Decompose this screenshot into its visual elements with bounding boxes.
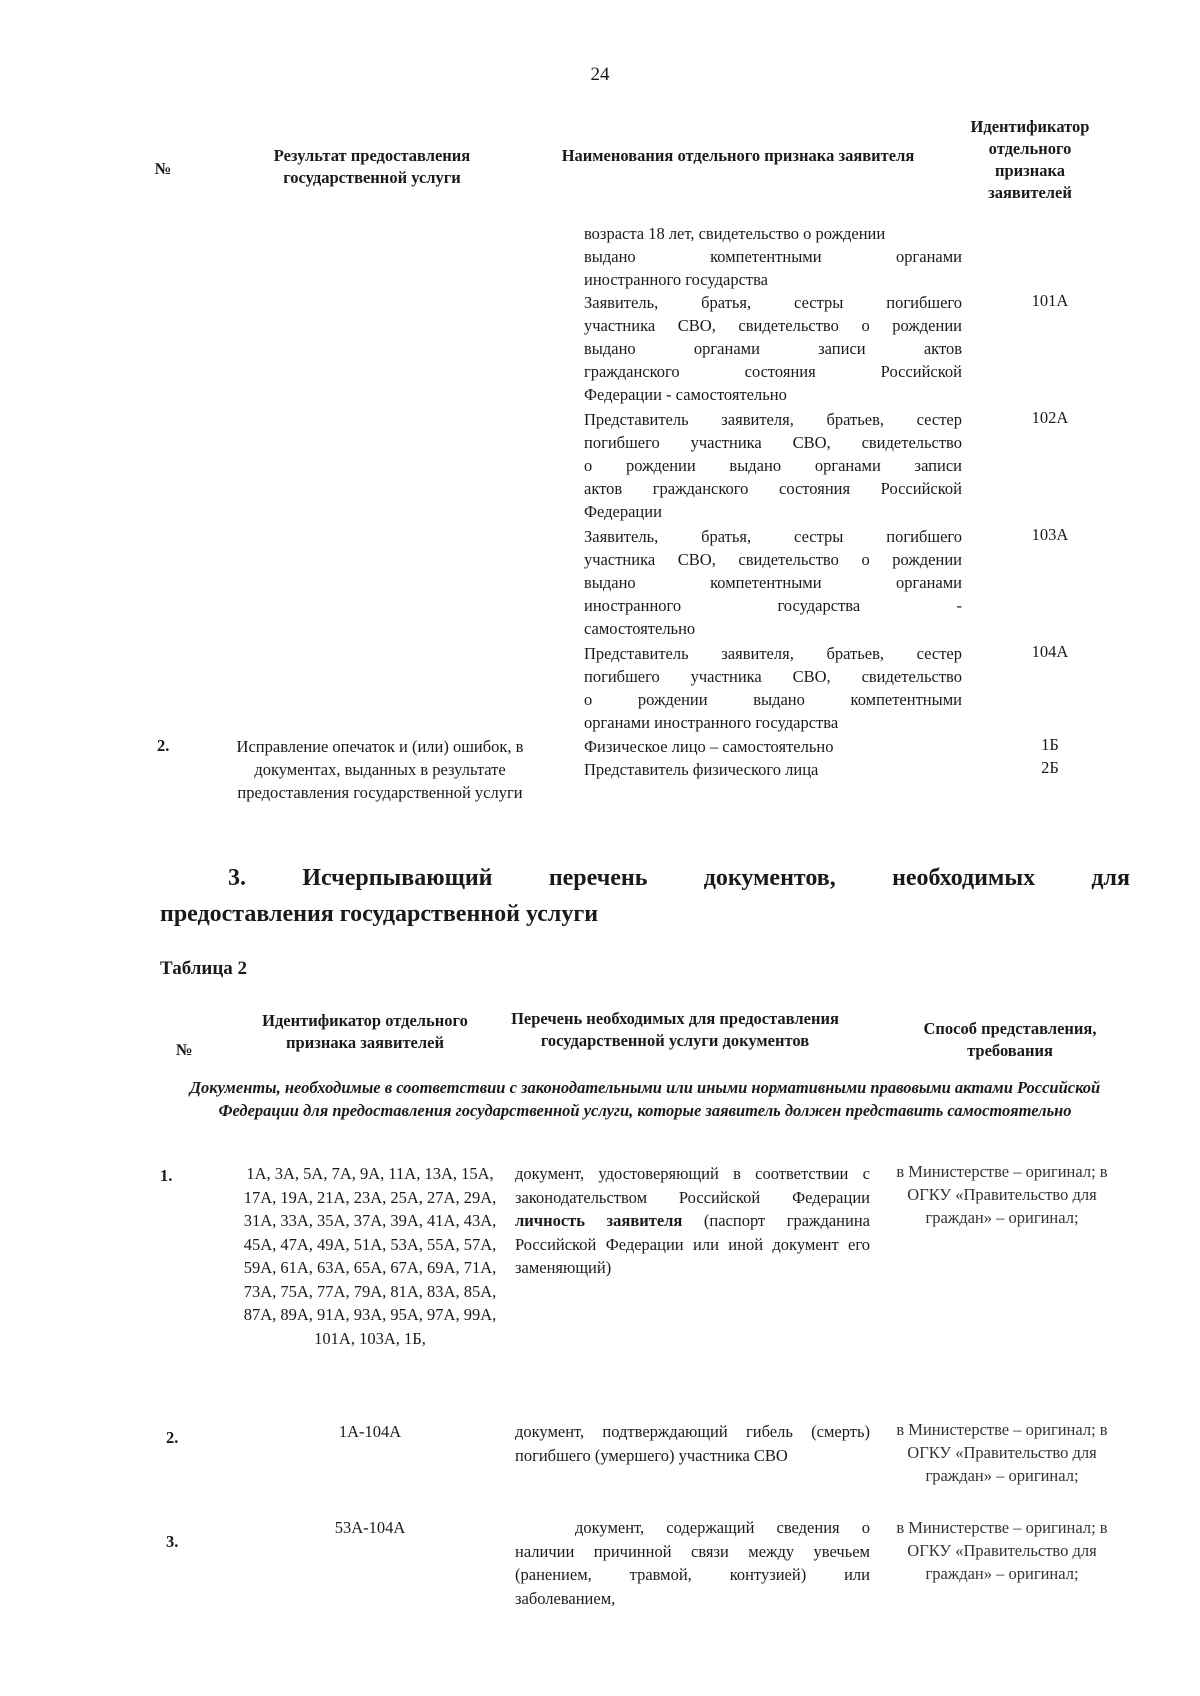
table2-row-ids: 1А-104А [338, 1422, 402, 1441]
row-line: о рождении выдано компетентными [584, 690, 962, 709]
table2-row-doc [515, 1162, 870, 1280]
section-number: 3. [228, 865, 246, 891]
section-heading [160, 860, 1130, 932]
table2-header-no: № [176, 1040, 193, 1059]
result-line: документах, выданных в результате [254, 760, 506, 779]
continuation-line: возраста 18 лет, свидетельство о рождении [584, 224, 886, 243]
table1-row-id: 104А [1031, 642, 1069, 661]
row-line: Представитель заявителя, братьев, сестер [584, 410, 962, 429]
section-heading-line1 [160, 860, 1130, 896]
row-line: Представитель заявителя, братьев, сестер [584, 644, 962, 663]
row-line: о рождении выдано органами записи [584, 456, 962, 475]
table1-row [584, 642, 962, 734]
table1-row2-item: Представитель физического лица [584, 760, 819, 779]
table1-row2-item-id: 1Б [1041, 735, 1059, 754]
continuation-line: выдано компетентными органами [584, 247, 962, 266]
row-line: участника СВО, свидетельство о рождении [584, 316, 962, 335]
table2-row-doc: документ, содержащий сведения о наличии причинной связи между увечьем (ранением, травмой, контузией) или заболеванием, [515, 1518, 870, 1608]
section-word: необходимых [892, 865, 1036, 891]
continuation-line: иностранного государства [584, 270, 769, 289]
result-line: предоставления государственной услуги [237, 783, 523, 802]
table2-header-list: Перечень необходимых для предоставления государственной услуги документов [511, 1009, 839, 1050]
table1-header-name: Наименования отдельного признака заявителя [561, 146, 915, 165]
row-line: Заявитель, братья, сестры погибшего [584, 293, 962, 312]
row-line: самостоятельно [584, 619, 696, 638]
result-line: Исправление опечаток и (или) ошибок, в [236, 737, 524, 756]
table2-row-doc: документ, подтверждающий гибель (смерть) погибшего (умершего) участника СВО [515, 1422, 870, 1465]
table1-row2-item-id: 2Б [1041, 758, 1059, 777]
row-line: гражданского состояния Российской [584, 362, 962, 381]
table1-row-id: 101А [1031, 291, 1069, 310]
table2-row-way: в Министерстве – оригинал; в ОГКУ «Правительство для граждан» – оригинал; [896, 1420, 1108, 1485]
table2-subheader: Документы, необходимые в соответствии с законодательными или иными нормативными правовыми актами Российской Федерации для предоставления государственной услуги, которые заявитель должен представить самостоятельно [189, 1078, 1101, 1120]
table1-header-result: Результат предоставления государственной услуги [273, 146, 471, 187]
row-line: Федерации [584, 502, 662, 521]
table2-row-number: 1. [160, 1166, 173, 1185]
table1-row2-result [200, 735, 560, 804]
row-line: Заявитель, братья, сестры погибшего [584, 527, 962, 546]
doc-text: документ, удостоверяющий в соответствии с законодательством Российской Федерации [515, 1164, 870, 1207]
table1-continuation [584, 222, 962, 291]
doc-text: (паспорт гражданина Российской Федерации или иной документ его заменяющий) [515, 1211, 870, 1277]
table1-row-id: 102А [1031, 408, 1069, 427]
section-word: документов, [703, 865, 836, 891]
table1-row [584, 525, 962, 640]
doc-bold-text: личность заявителя [515, 1211, 683, 1230]
table2-row-way: в Министерстве – оригинал; в ОГКУ «Правительство для граждан» – оригинал; [896, 1518, 1108, 1583]
row-line: погибшего участника СВО, свидетельство [584, 433, 962, 452]
row-line: выдано компетентными органами [584, 573, 962, 592]
table2-header-id: Идентификатор отдельного признака заявителей [262, 1011, 468, 1052]
section-word: для [1091, 865, 1130, 891]
table2-row-ids: 53А-104А [334, 1518, 406, 1537]
row-line: органами иностранного государства [584, 713, 839, 732]
table2-header-way: Способ представления, требования [923, 1019, 1097, 1060]
table1-header-no: № [154, 159, 172, 178]
row-line: актов гражданского состояния Российской [584, 479, 962, 498]
section-heading-line2: предоставления государственной услуги [160, 901, 599, 927]
table1-row2-number: 2. [157, 736, 170, 755]
table2-row-number: 2. [166, 1428, 179, 1447]
table2-row-ids: 1А, 3А, 5А, 7А, 9А, 11А, 13А, 15А, 17А, 19А, 21А, 23А, 25А, 27А, 29А, 31А, 33А, 35А, 37А, 39А, 41А, 43А, 45А, 47А, 49А, 51А, 53А, 55А, 57А, 59А, 61А, 63А, 65А, 67А, 69А, 71А, 73А, 75А, 77А, 79А, 81А, 83А, 85А, 87А, 89А, 91А, 93А, 95А, 97А, 99А, 101А, 103А, 1Б, [243, 1164, 497, 1348]
section-word: перечень [548, 865, 648, 891]
table1-row-id: 103А [1031, 525, 1069, 544]
table2-caption: Таблица 2 [160, 958, 248, 979]
table1-header-id: Идентификатор отдельного признака заявителей [970, 117, 1090, 202]
row-line: иностранного государства - [584, 596, 962, 615]
table1-row [584, 408, 962, 523]
row-line: участника СВО, свидетельство о рождении [584, 550, 962, 569]
row-line: погибшего участника СВО, свидетельство [584, 667, 962, 686]
row-line: Федерации - самостоятельно [584, 385, 787, 404]
table1-row [584, 291, 962, 406]
table1-row2-item: Физическое лицо – самостоятельно [584, 737, 834, 756]
table2-row-number: 3. [166, 1532, 179, 1551]
table2-row-way: в Министерстве – оригинал; в ОГКУ «Правительство для граждан» – оригинал; [896, 1162, 1108, 1227]
page-number: 24 [590, 64, 610, 85]
section-word: Исчерпывающий [302, 865, 493, 891]
row-line: выдано органами записи актов [584, 339, 962, 358]
